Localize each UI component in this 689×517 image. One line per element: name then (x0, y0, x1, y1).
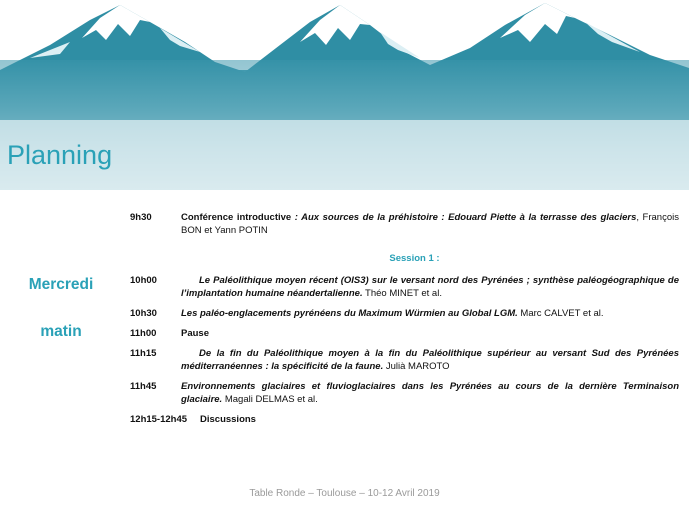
day-label-day: Mercredi (28, 276, 94, 293)
schedule-item (130, 274, 679, 307)
session-heading: Session 1 : (389, 253, 440, 264)
item-speakers: Magali DELMAS et al. (222, 394, 318, 405)
item-speakers: Marc CALVET et al. (517, 308, 604, 319)
schedule-item (130, 307, 679, 327)
item-content (181, 347, 679, 380)
item-content (181, 211, 679, 239)
day-label-period: matin (40, 323, 82, 340)
footer-text: Table Ronde – Toulouse – 10-12 Avril 2019 (249, 488, 440, 499)
item-title: Conférence introductive (181, 212, 292, 223)
item-time: 11h45 (130, 381, 157, 392)
item-time: 9h30 (130, 212, 152, 223)
page-title: Planning (7, 140, 113, 170)
item-title: De la fin du Paléolithique moyen à la fin du Paléolithique supérieur au versant Sud des Pyrénées méditerranéennes : la spécificité de la faune. (181, 348, 679, 372)
item-time: 11h00 (130, 328, 157, 339)
item-content (181, 274, 679, 307)
item-content (181, 380, 679, 413)
schedule-item (130, 347, 679, 380)
item-time: 12h15-12h45 (130, 414, 188, 425)
item-time: 10h00 (130, 275, 157, 286)
item-time: 11h15 (130, 348, 157, 359)
item-title: Environnements glaciaires et fluvioglaciaires dans les Pyrénées au cours de la dernière Terminaison glaciaire. (181, 381, 679, 405)
item-time: 10h30 (130, 308, 157, 319)
item-subtitle: : Aux sources de la préhistoire : Edouard Piette à la terrasse des glaciers (291, 212, 637, 223)
schedule-list (130, 211, 679, 433)
item-title: Le Paléolithique moyen récent (OIS3) sur le versant nord des Pyrénées ; synthèse paléogéographique de l’implantation humaine néandertalienne. (181, 275, 679, 299)
schedule-item (130, 211, 679, 239)
schedule-item (130, 380, 679, 413)
schedule-item (130, 413, 679, 433)
item-speakers: Julià MAROTO (383, 361, 450, 372)
item-title: Discussions (200, 414, 256, 425)
schedule-item (130, 327, 679, 347)
item-title: Pause (181, 328, 209, 339)
item-title: Les paléo-englacements pyrénéens du Maximum Würmien au Global LGM. (181, 308, 518, 319)
item-content (181, 307, 679, 327)
item-content (200, 413, 679, 433)
item-content (181, 327, 679, 347)
item-speakers: Théo MINET et al. (362, 288, 442, 299)
item-speakers: , François BON et Yann POTIN (181, 212, 679, 236)
